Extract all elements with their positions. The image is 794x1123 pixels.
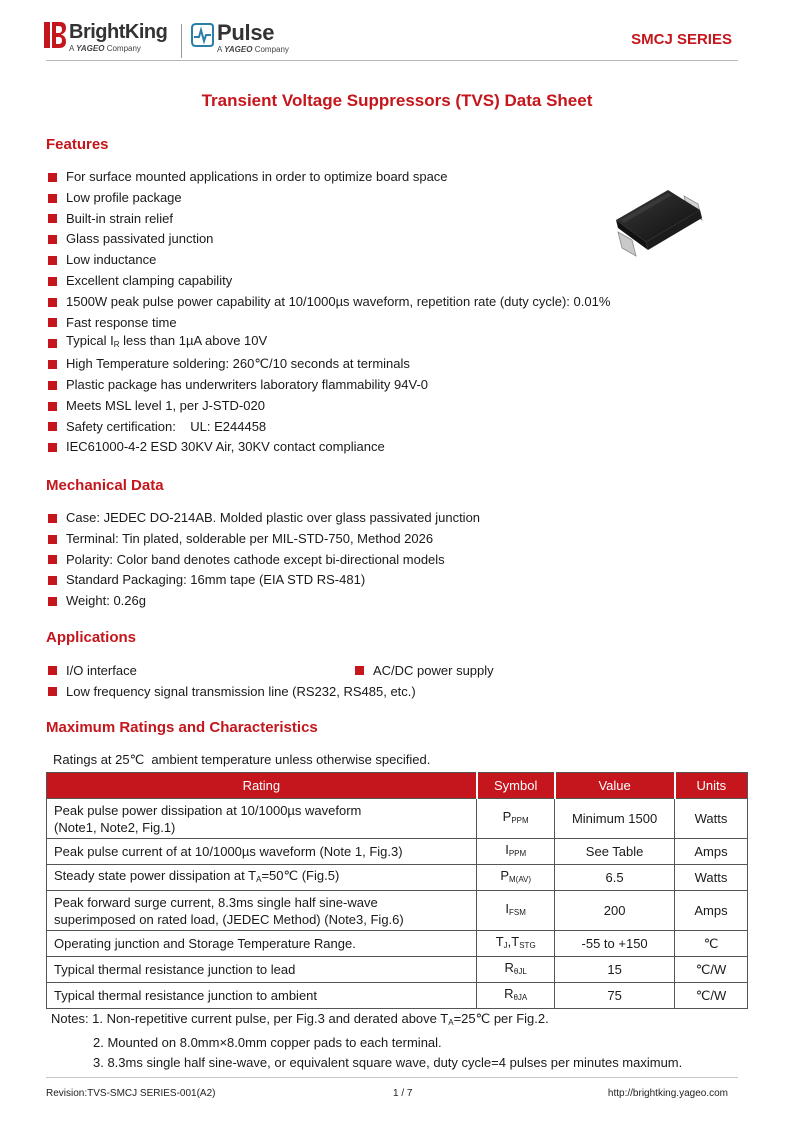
list-item bbox=[48, 209, 610, 230]
application-text: AC/DC power supply bbox=[373, 663, 494, 678]
list-item bbox=[48, 375, 610, 396]
symbol-cell bbox=[477, 839, 555, 865]
header-divider bbox=[46, 60, 738, 61]
rating-line: Peak forward surge current, 8.3ms single half sine-wave bbox=[54, 894, 378, 910]
list-item bbox=[48, 529, 480, 550]
symbol-sub: M(AV) bbox=[508, 875, 532, 884]
brightking-logo-icon bbox=[44, 22, 66, 48]
footer-url[interactable]: http://brightking.yageo.com bbox=[607, 1088, 728, 1099]
page-header bbox=[0, 0, 794, 62]
bullet-square-icon bbox=[48, 687, 57, 696]
rating-part: Steady state power dissipation at T bbox=[54, 868, 257, 883]
table-row bbox=[47, 799, 748, 839]
list-item bbox=[48, 396, 610, 417]
note-3: 3. 8.3ms single half sine-wave, or equivalent square wave, duty cycle=4 pulses per minutes maximum. bbox=[93, 1055, 683, 1070]
value-cell: 200 bbox=[555, 891, 675, 931]
note-1 bbox=[51, 1009, 682, 1033]
list-item bbox=[48, 660, 137, 681]
feature-text: Fast response time bbox=[66, 314, 177, 330]
logo-divider bbox=[181, 24, 182, 58]
feature-text: High Temperature soldering: 260℃/10 seconds at terminals bbox=[66, 356, 410, 372]
rating-cell: Operating junction and Storage Temperature Range. bbox=[47, 931, 477, 957]
symbol-sub: STG bbox=[519, 941, 536, 950]
symbol-main: T bbox=[495, 934, 504, 949]
notes bbox=[51, 1009, 682, 1073]
feature-ir-sub: R bbox=[113, 340, 120, 350]
symbol-main: P bbox=[502, 809, 512, 824]
units-cell: Watts bbox=[675, 799, 748, 839]
table-row bbox=[47, 983, 748, 1009]
rating-line: superimposed on rated load, (JEDEC Method) (Note3, Fig.6) bbox=[54, 911, 404, 927]
list-item bbox=[48, 550, 480, 571]
symbol-cell bbox=[477, 865, 555, 891]
bullet-square-icon bbox=[48, 173, 57, 182]
symbol-cell bbox=[477, 931, 555, 957]
feature-text: Low inductance bbox=[66, 252, 157, 268]
list-item bbox=[48, 250, 610, 271]
symbol-main: ,T bbox=[507, 934, 520, 949]
list-item bbox=[48, 508, 480, 529]
feature-text: For surface mounted applications in order to optimize board space bbox=[66, 169, 448, 184]
bullet-square-icon bbox=[48, 256, 57, 265]
pulse-logo bbox=[190, 22, 289, 54]
units-cell: ℃ bbox=[675, 931, 748, 957]
list-item bbox=[48, 591, 480, 612]
bullet-square-icon bbox=[48, 402, 57, 411]
value-cell: 75 bbox=[555, 983, 675, 1009]
units-cell: ℃/W bbox=[675, 957, 748, 983]
symbol-sub: J bbox=[503, 941, 508, 950]
symbol-cell bbox=[477, 799, 555, 839]
mechanical-text: Terminal: Tin plated, solderable per MIL-STD-750, Method 2026 bbox=[66, 530, 434, 546]
pulse-logo-icon bbox=[190, 22, 214, 48]
value-cell: 15 bbox=[555, 957, 675, 983]
table-row bbox=[47, 839, 748, 865]
bullet-square-icon bbox=[48, 514, 57, 523]
series-label: SMCJ SERIES bbox=[631, 31, 732, 48]
symbol-main: R bbox=[504, 960, 514, 975]
column-header: Value bbox=[555, 773, 675, 799]
rating-cell bbox=[47, 891, 477, 931]
bullet-square-icon bbox=[48, 360, 57, 369]
applications-heading: Applications bbox=[46, 629, 137, 646]
feature-ir-a: Typical I bbox=[66, 333, 114, 349]
brightking-sub-c: Company bbox=[106, 44, 141, 53]
rating-part: =50℃ (Fig.5) bbox=[261, 868, 340, 883]
list-item bbox=[48, 354, 610, 375]
bullet-square-icon bbox=[48, 318, 57, 327]
footer-divider bbox=[46, 1077, 738, 1078]
list-item bbox=[48, 333, 610, 354]
rating-cell: Typical thermal resistance junction to lead bbox=[47, 957, 477, 983]
list-item bbox=[48, 417, 610, 438]
list-item bbox=[48, 437, 610, 458]
units-cell: Watts bbox=[675, 865, 748, 891]
feature-text: Excellent clamping capability bbox=[66, 272, 233, 288]
units-cell: Amps bbox=[675, 839, 748, 865]
feature-text bbox=[66, 331, 267, 356]
note-1-b: =25℃ per Fig.2. bbox=[453, 1011, 549, 1026]
symbol-sub: θJA bbox=[513, 993, 528, 1002]
application-text: I/O interface bbox=[66, 663, 137, 678]
units-cell: ℃/W bbox=[675, 983, 748, 1009]
smc-package-image bbox=[610, 186, 710, 262]
bullet-square-icon bbox=[48, 381, 57, 390]
document-title: Transient Voltage Suppressors (TVS) Data Sheet bbox=[201, 91, 593, 110]
rating-cell bbox=[47, 865, 477, 891]
brightking-name: BrightKing bbox=[69, 21, 168, 43]
feature-text: Glass passivated junction bbox=[66, 231, 214, 247]
mechanical-list bbox=[48, 508, 480, 612]
table-row bbox=[47, 957, 748, 983]
symbol-cell bbox=[477, 891, 555, 931]
list-item bbox=[48, 188, 610, 209]
list-item bbox=[48, 229, 610, 250]
bullet-square-icon bbox=[48, 214, 57, 223]
mechanical-text: Case: JEDEC DO-214AB. Molded plastic over glass passivated junction bbox=[66, 510, 481, 525]
feature-text: Low profile package bbox=[66, 189, 182, 205]
list-item bbox=[48, 313, 610, 334]
bullet-square-icon bbox=[48, 235, 57, 244]
symbol-main: P bbox=[500, 868, 509, 883]
ratings-note: Ratings at 25℃ ambient temperature unless otherwise specified. bbox=[53, 752, 431, 767]
feature-text: Safety certification: UL: E244458 bbox=[66, 418, 267, 434]
rating-sub: A bbox=[256, 875, 262, 884]
symbol-main: I bbox=[505, 901, 510, 916]
bullet-square-icon bbox=[48, 555, 57, 564]
bullet-square-icon bbox=[48, 443, 57, 452]
pulse-name: Pulse bbox=[217, 20, 275, 45]
brightking-sub-b: YAGEO bbox=[76, 44, 105, 53]
bullet-square-icon bbox=[48, 298, 57, 307]
bullet-square-icon bbox=[355, 666, 364, 675]
features-heading: Features bbox=[46, 136, 109, 153]
rating-cell bbox=[47, 799, 477, 839]
feature-text: Built-in strain relief bbox=[66, 210, 173, 226]
feature-text: Meets MSL level 1, per J-STD-020 bbox=[66, 397, 265, 413]
feature-ir-b: less than 1µA above 10V bbox=[119, 333, 268, 349]
bullet-square-icon bbox=[48, 535, 57, 544]
mechanical-text: Weight: 0.26g bbox=[66, 593, 146, 609]
pulse-subtitle bbox=[217, 45, 289, 54]
table-row bbox=[47, 891, 748, 931]
symbol-sub: θJL bbox=[513, 967, 527, 976]
bullet-square-icon bbox=[48, 339, 57, 348]
units-cell: Amps bbox=[675, 891, 748, 931]
rating-cell: Typical thermal resistance junction to ambient bbox=[47, 983, 477, 1009]
table-row bbox=[47, 865, 748, 891]
bullet-square-icon bbox=[48, 576, 57, 585]
value-cell: 6.5 bbox=[555, 865, 675, 891]
list-item bbox=[48, 570, 480, 591]
features-list bbox=[48, 167, 610, 458]
symbol-cell bbox=[477, 983, 555, 1009]
list-item bbox=[48, 681, 416, 702]
value-cell: See Table bbox=[555, 839, 675, 865]
brightking-subtitle bbox=[69, 44, 167, 53]
value-cell: -55 to +150 bbox=[555, 931, 675, 957]
ratings-table bbox=[46, 772, 748, 1009]
list-item bbox=[48, 167, 610, 188]
column-header: Units bbox=[675, 773, 748, 799]
mechanical-heading: Mechanical Data bbox=[46, 477, 164, 494]
feature-text: Plastic package has underwriters laboratory flammability 94V-0 bbox=[66, 376, 429, 392]
symbol-main: I bbox=[505, 842, 509, 857]
footer-page-number: 1 / 7 bbox=[393, 1088, 413, 1099]
list-item bbox=[355, 660, 494, 681]
rating-line: (Note1, Note2, Fig.1) bbox=[54, 819, 176, 835]
mechanical-text: Polarity: Color band denotes cathode except bi-directional models bbox=[66, 551, 445, 567]
symbol-main: R bbox=[504, 986, 514, 1001]
symbol-sub: PPM bbox=[511, 816, 529, 825]
feature-text: IEC61000-4-2 ESD 30KV Air, 30KV contact compliance bbox=[66, 439, 385, 455]
column-header: Rating bbox=[47, 773, 477, 799]
list-item bbox=[48, 271, 610, 292]
rating-cell: Peak pulse current of at 10/1000µs waveform (Note 1, Fig.3) bbox=[47, 839, 477, 865]
note-1-a: Notes: 1. Non-repetitive current pulse, per Fig.3 and derated above T bbox=[51, 1011, 449, 1026]
bullet-square-icon bbox=[48, 277, 57, 286]
brightking-logo bbox=[44, 22, 167, 53]
table-row bbox=[47, 931, 748, 957]
symbol-sub: FSM bbox=[509, 908, 526, 917]
bullet-square-icon bbox=[48, 194, 57, 203]
symbol-cell bbox=[477, 957, 555, 983]
brightking-sub-a: A bbox=[69, 44, 74, 53]
rating-line: Peak pulse power dissipation at 10/1000µs waveform bbox=[54, 802, 362, 818]
bullet-square-icon bbox=[48, 597, 57, 606]
column-header: Symbol bbox=[477, 773, 555, 799]
pulse-sub-b: YAGEO bbox=[224, 45, 253, 54]
note-2: 2. Mounted on 8.0mm×8.0mm copper pads to each terminal. bbox=[93, 1035, 442, 1050]
bullet-square-icon bbox=[48, 422, 57, 431]
table-header-row bbox=[47, 773, 748, 799]
footer-revision: Revision:TVS-SMCJ SERIES-001(A2) bbox=[46, 1088, 216, 1099]
feature-text: 1500W peak pulse power capability at 10/1000µs waveform, repetition rate (duty cycle): 0.01% bbox=[66, 293, 611, 309]
symbol-sub: PPM bbox=[508, 849, 527, 858]
pulse-sub-a: A bbox=[217, 45, 222, 54]
value-cell: Minimum 1500 bbox=[555, 799, 675, 839]
mechanical-text: Standard Packaging: 16mm tape (EIA STD RS-481) bbox=[66, 572, 366, 588]
application-text: Low frequency signal transmission line (RS232, RS485, etc.) bbox=[66, 684, 416, 699]
ratings-heading: Maximum Ratings and Characteristics bbox=[46, 719, 318, 736]
pulse-sub-c: Company bbox=[254, 45, 289, 54]
list-item bbox=[48, 292, 610, 313]
bullet-square-icon bbox=[48, 666, 57, 675]
note-1-sub: A bbox=[448, 1018, 454, 1027]
